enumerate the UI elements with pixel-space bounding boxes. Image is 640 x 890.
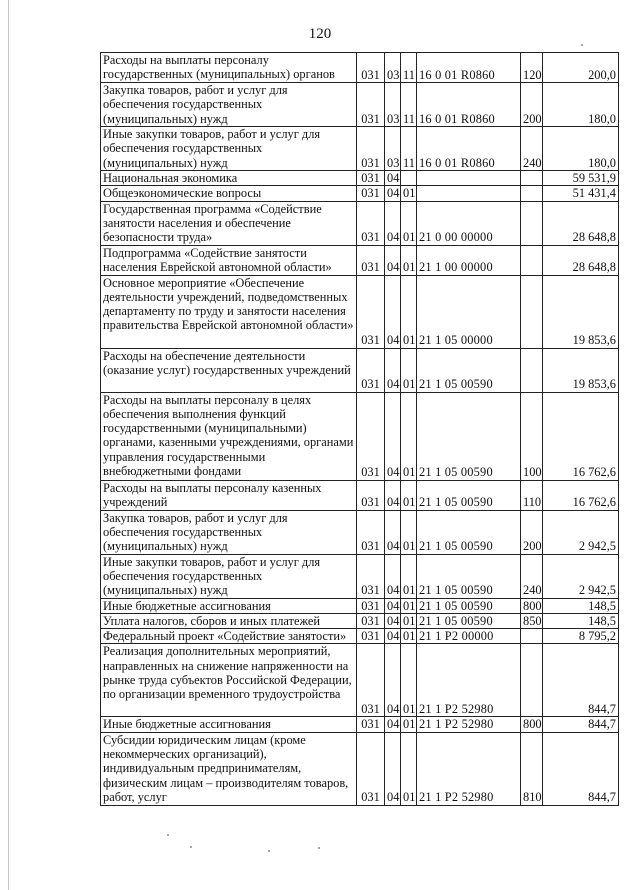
row-pr xyxy=(401,171,417,186)
row-rz: 04 xyxy=(385,554,401,598)
row-vr: 800 xyxy=(521,598,543,613)
row-pr: 11 xyxy=(401,83,417,127)
row-gr: 031 xyxy=(357,392,385,480)
row-vr: 200 xyxy=(521,510,543,554)
row-csr: 16 0 01 R0860 xyxy=(417,53,521,83)
row-rz: 04 xyxy=(385,629,401,644)
row-vr xyxy=(521,201,543,245)
row-csr: 21 1 P2 52980 xyxy=(417,644,521,717)
row-csr: 21 1 P2 52980 xyxy=(417,732,521,805)
table-row xyxy=(101,598,619,613)
row-gr: 031 xyxy=(357,598,385,613)
budget-table xyxy=(100,52,619,806)
row-name: Расходы на выплаты персоналу государственных (муниципальных) органов xyxy=(101,53,357,83)
row-pr: 01 xyxy=(401,201,417,245)
row-gr: 031 xyxy=(357,201,385,245)
scan-speck xyxy=(268,850,270,852)
row-gr: 031 xyxy=(357,732,385,805)
row-rz: 04 xyxy=(385,732,401,805)
row-sum: 28 648,8 xyxy=(543,245,619,275)
row-name: Иные закупки товаров, работ и услуг для обеспечения государственных (муниципальных) нужд xyxy=(101,554,357,598)
row-csr: 21 1 05 00590 xyxy=(417,613,521,628)
row-rz: 04 xyxy=(385,717,401,732)
row-pr: 01 xyxy=(401,348,417,392)
scan-edge-line xyxy=(8,0,9,890)
row-name: Основное мероприятие «Обеспечение деятельности учреждений, подведомственных департаменту по труду и занятости населения правительства Еврейской автономной области» xyxy=(101,275,357,348)
row-rz: 04 xyxy=(385,510,401,554)
row-gr: 031 xyxy=(357,554,385,598)
row-csr xyxy=(417,186,521,201)
row-pr: 01 xyxy=(401,510,417,554)
row-rz: 04 xyxy=(385,275,401,348)
row-name: Расходы на обеспечение деятельности (оказание услуг) государственных учреждений xyxy=(101,348,357,392)
row-name: Расходы на выплаты персоналу казенных учреждений xyxy=(101,480,357,510)
row-name: Закупка товаров, работ и услуг для обеспечения государственных (муниципальных) нужд xyxy=(101,510,357,554)
row-sum: 844,7 xyxy=(543,732,619,805)
row-sum: 16 762,6 xyxy=(543,480,619,510)
row-csr: 21 1 P2 52980 xyxy=(417,717,521,732)
row-gr: 031 xyxy=(357,245,385,275)
row-name: Иные бюджетные ассигнования xyxy=(101,717,357,732)
row-vr: 200 xyxy=(521,83,543,127)
row-pr: 11 xyxy=(401,53,417,83)
row-name: Иные бюджетные ассигнования xyxy=(101,598,357,613)
table-row xyxy=(101,644,619,717)
row-sum: 2 942,5 xyxy=(543,510,619,554)
row-vr: 100 xyxy=(521,392,543,480)
row-name: Национальная экономика xyxy=(101,171,357,186)
row-sum: 8 795,2 xyxy=(543,629,619,644)
row-name: Общеэкономические вопросы xyxy=(101,186,357,201)
row-rz: 04 xyxy=(385,245,401,275)
row-pr: 01 xyxy=(401,245,417,275)
row-csr: 16 0 01 R0860 xyxy=(417,83,521,127)
row-vr: 110 xyxy=(521,480,543,510)
row-rz: 04 xyxy=(385,392,401,480)
row-csr: 21 1 05 00000 xyxy=(417,275,521,348)
table-row xyxy=(101,732,619,805)
row-csr: 16 0 01 R0860 xyxy=(417,127,521,171)
table-row xyxy=(101,127,619,171)
row-csr: 21 1 00 00000 xyxy=(417,245,521,275)
row-sum: 28 648,8 xyxy=(543,201,619,245)
row-pr: 01 xyxy=(401,613,417,628)
row-sum: 19 853,6 xyxy=(543,275,619,348)
row-name: Реализация дополнительных мероприятий, направленных на снижение напряженности на рынке труда субъектов Российской Федерации, по организации временного трудоустройства xyxy=(101,644,357,717)
table-row xyxy=(101,717,619,732)
row-vr xyxy=(521,171,543,186)
row-vr xyxy=(521,629,543,644)
row-vr xyxy=(521,245,543,275)
row-csr xyxy=(417,171,521,186)
row-gr: 031 xyxy=(357,644,385,717)
row-csr: 21 1 05 00590 xyxy=(417,598,521,613)
table-row xyxy=(101,275,619,348)
row-sum: 59 531,9 xyxy=(543,171,619,186)
row-pr: 11 xyxy=(401,127,417,171)
row-vr: 120 xyxy=(521,53,543,83)
row-rz: 04 xyxy=(385,171,401,186)
row-pr: 01 xyxy=(401,554,417,598)
row-rz: 04 xyxy=(385,201,401,245)
row-sum: 844,7 xyxy=(543,717,619,732)
row-pr: 01 xyxy=(401,186,417,201)
row-sum: 19 853,6 xyxy=(543,348,619,392)
row-pr: 01 xyxy=(401,644,417,717)
table-row xyxy=(101,629,619,644)
row-gr: 031 xyxy=(357,275,385,348)
row-rz: 04 xyxy=(385,598,401,613)
row-sum: 180,0 xyxy=(543,127,619,171)
budget-table-body xyxy=(101,53,619,806)
row-sum: 148,5 xyxy=(543,613,619,628)
row-pr: 01 xyxy=(401,732,417,805)
row-gr: 031 xyxy=(357,510,385,554)
table-row xyxy=(101,392,619,480)
table-row xyxy=(101,83,619,127)
row-name: Государственная программа «Содействие занятости населения и обеспечение безопасности труда» xyxy=(101,201,357,245)
row-pr: 01 xyxy=(401,480,417,510)
row-name: Подпрограмма «Содействие занятости населения Еврейской автономной области» xyxy=(101,245,357,275)
row-pr: 01 xyxy=(401,275,417,348)
row-name: Иные закупки товаров, работ и услуг для обеспечения государственных (муниципальных) нужд xyxy=(101,127,357,171)
table-row xyxy=(101,186,619,201)
row-gr: 031 xyxy=(357,717,385,732)
table-row xyxy=(101,510,619,554)
row-vr: 800 xyxy=(521,717,543,732)
row-pr: 01 xyxy=(401,598,417,613)
table-row xyxy=(101,245,619,275)
row-gr: 031 xyxy=(357,83,385,127)
row-name: Субсидии юридическим лицам (кроме некоммерческих организаций), индивидуальным предпринимателям, физическим лицам – производителям товаров, работ, услуг xyxy=(101,732,357,805)
row-csr: 21 1 05 00590 xyxy=(417,348,521,392)
row-rz: 04 xyxy=(385,480,401,510)
table-row xyxy=(101,348,619,392)
row-name: Закупка товаров, работ и услуг для обеспечения государственных (муниципальных) нужд xyxy=(101,83,357,127)
scan-speck xyxy=(190,846,192,848)
row-rz: 03 xyxy=(385,53,401,83)
row-vr: 240 xyxy=(521,554,543,598)
scan-speck xyxy=(318,847,320,849)
row-gr: 031 xyxy=(357,613,385,628)
row-vr: 850 xyxy=(521,613,543,628)
row-vr xyxy=(521,348,543,392)
table-row xyxy=(101,201,619,245)
row-pr: 01 xyxy=(401,717,417,732)
row-vr: 810 xyxy=(521,732,543,805)
scan-speck xyxy=(167,834,169,836)
row-sum: 844,7 xyxy=(543,644,619,717)
row-csr: 21 1 05 00590 xyxy=(417,392,521,480)
table-row xyxy=(101,554,619,598)
row-csr: 21 1 05 00590 xyxy=(417,480,521,510)
row-gr: 031 xyxy=(357,186,385,201)
row-rz: 03 xyxy=(385,83,401,127)
row-name: Уплата налогов, сборов и иных платежей xyxy=(101,613,357,628)
row-sum: 51 431,4 xyxy=(543,186,619,201)
row-vr xyxy=(521,644,543,717)
scan-speck xyxy=(581,44,583,46)
row-gr: 031 xyxy=(357,480,385,510)
row-gr: 031 xyxy=(357,629,385,644)
row-vr xyxy=(521,275,543,348)
row-csr: 21 1 05 00590 xyxy=(417,554,521,598)
table-row xyxy=(101,53,619,83)
row-gr: 031 xyxy=(357,171,385,186)
row-pr: 01 xyxy=(401,392,417,480)
row-sum: 16 762,6 xyxy=(543,392,619,480)
table-row xyxy=(101,613,619,628)
row-rz: 04 xyxy=(385,348,401,392)
row-sum: 148,5 xyxy=(543,598,619,613)
row-gr: 031 xyxy=(357,348,385,392)
row-rz: 04 xyxy=(385,186,401,201)
row-csr: 21 0 00 00000 xyxy=(417,201,521,245)
row-pr: 01 xyxy=(401,629,417,644)
row-vr: 240 xyxy=(521,127,543,171)
table-row xyxy=(101,480,619,510)
row-gr: 031 xyxy=(357,127,385,171)
row-sum: 180,0 xyxy=(543,83,619,127)
row-name: Федеральный проект «Содействие занятости» xyxy=(101,629,357,644)
table-row xyxy=(101,171,619,186)
row-sum: 200,0 xyxy=(543,53,619,83)
row-rz: 04 xyxy=(385,644,401,717)
row-rz: 03 xyxy=(385,127,401,171)
row-sum: 2 942,5 xyxy=(543,554,619,598)
row-gr: 031 xyxy=(357,53,385,83)
row-name: Расходы на выплаты персоналу в целях обеспечения выполнения функций государственными (муниципальными) органами, казенными учреждениями, органами управления государственными внебюджетными фондами xyxy=(101,392,357,480)
row-rz: 04 xyxy=(385,613,401,628)
page-number: 120 xyxy=(308,26,332,42)
row-csr: 21 1 05 00590 xyxy=(417,510,521,554)
row-vr xyxy=(521,186,543,201)
row-csr: 21 1 P2 00000 xyxy=(417,629,521,644)
